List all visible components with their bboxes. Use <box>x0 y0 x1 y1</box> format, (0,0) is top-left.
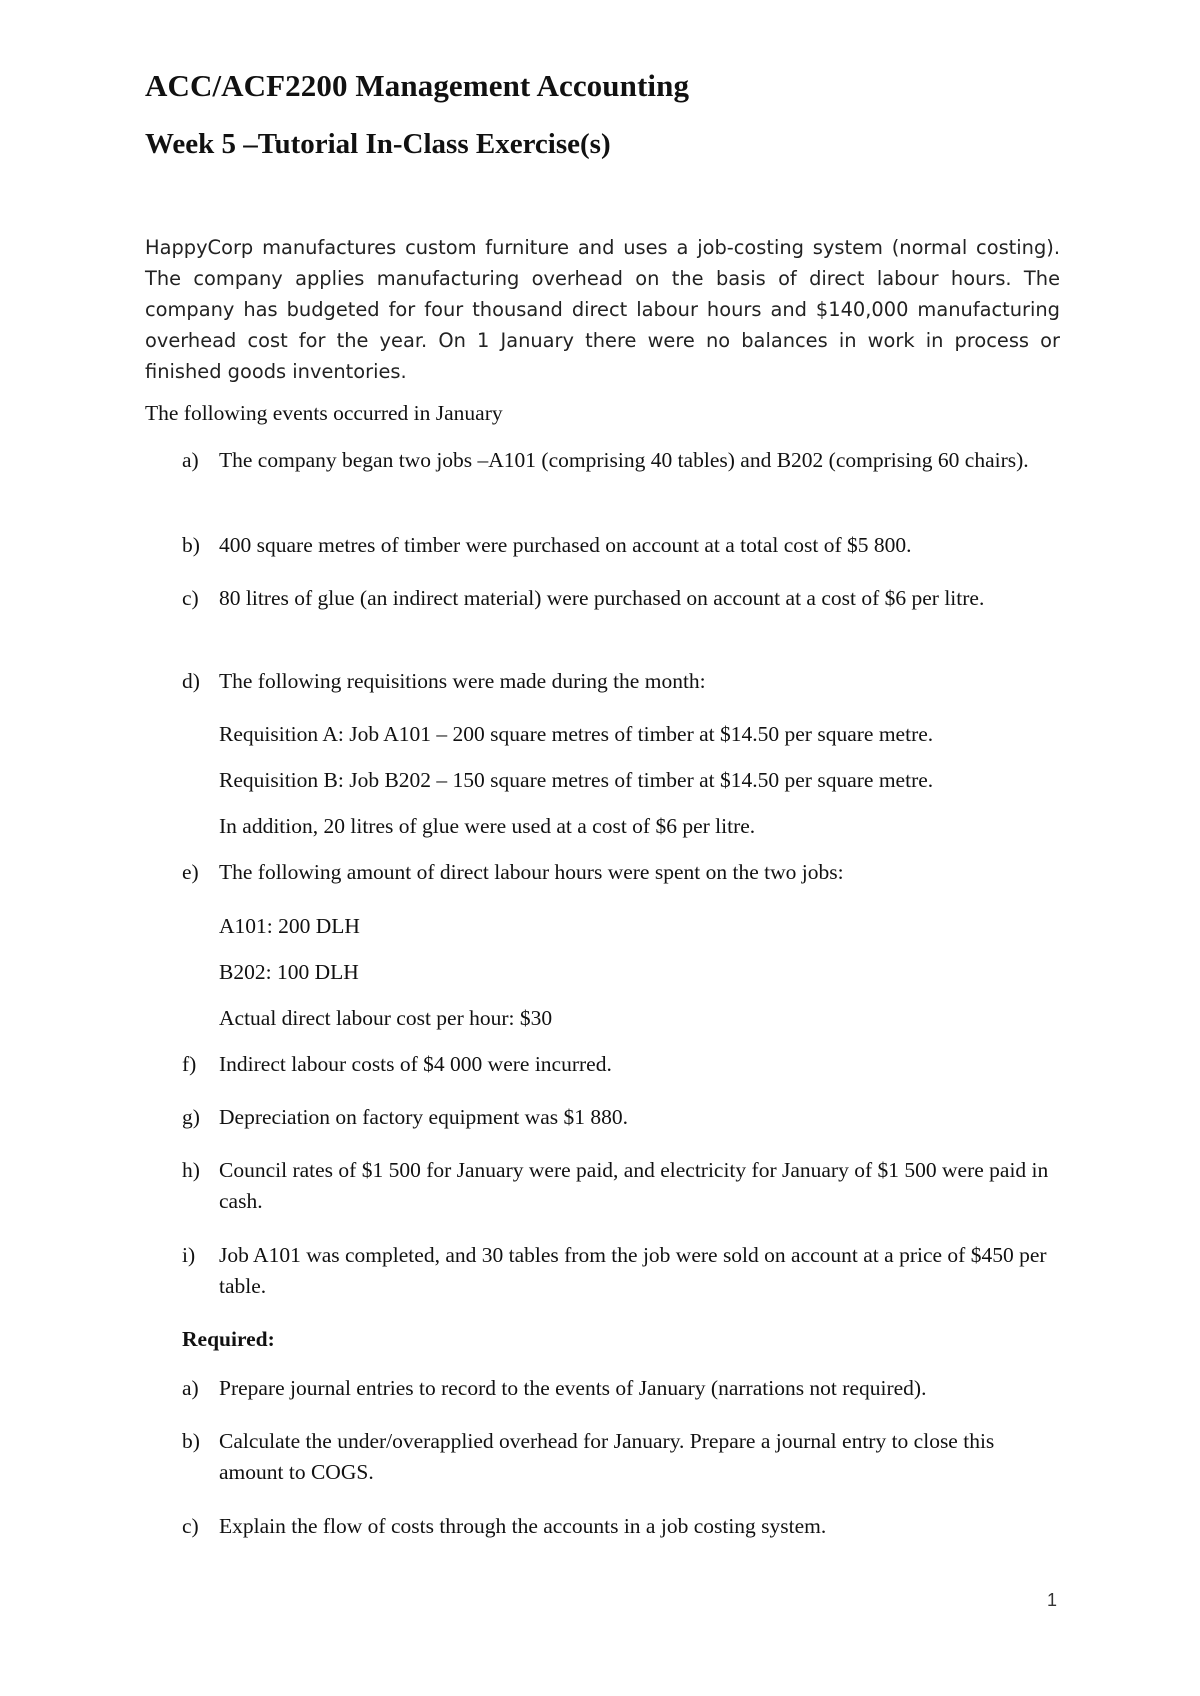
event-item-a <box>182 445 1062 476</box>
event-item-e <box>182 857 1062 888</box>
event-label: h) <box>182 1158 200 1182</box>
required-item-a <box>182 1373 1062 1404</box>
event-text: 80 litres of glue (an indirect material) were purchased on account at a cost of $6 per litre. <box>219 586 985 610</box>
event-label: c) <box>182 586 199 610</box>
labour-line: Actual direct labour cost per hour: $30 <box>219 1006 553 1030</box>
event-item-c <box>182 583 1062 614</box>
week-title: Week 5 –Tutorial In-Class Exercise(s) <box>145 128 611 160</box>
requisition-line: Requisition A: Job A101 – 200 square metres of timber at $14.50 per square metre. <box>219 722 934 746</box>
required-label: c) <box>182 1514 199 1538</box>
required-text: Prepare journal entries to record to the events of January (narrations not required). <box>219 1376 927 1400</box>
event-text: 400 square metres of timber were purchased on account at a total cost of $5 800. <box>219 533 912 557</box>
required-label: a) <box>182 1376 199 1400</box>
required-item-c <box>182 1511 1062 1542</box>
events-intro: The following events occurred in January <box>145 401 503 425</box>
event-item-b <box>182 530 1062 561</box>
event-item-d <box>182 666 1062 697</box>
course-title: ACC/ACF2200 Management Accounting <box>145 68 690 103</box>
event-item-f <box>182 1049 1062 1080</box>
event-text: Job A101 was completed, and 30 tables from the job were sold on account at a price of $450 per table. <box>219 1243 1047 1298</box>
event-label: g) <box>182 1105 200 1129</box>
requisition-line: In addition, 20 litres of glue were used at a cost of $6 per litre. <box>219 814 756 838</box>
event-item-h <box>182 1155 1062 1217</box>
event-label: e) <box>182 860 199 884</box>
event-text: The company began two jobs –A101 (comprising 40 tables) and B202 (comprising 60 chairs). <box>219 448 1029 472</box>
event-label: f) <box>182 1052 197 1076</box>
event-text: The following requisitions were made during the month: <box>219 669 706 693</box>
required-heading: Required: <box>182 1327 275 1351</box>
event-text: Indirect labour costs of $4 000 were incurred. <box>219 1052 612 1076</box>
event-label: a) <box>182 448 199 472</box>
required-item-b <box>182 1426 1062 1488</box>
event-text: Council rates of $1 500 for January were paid, and electricity for January of $1 500 were paid in cash. <box>219 1158 1049 1213</box>
labour-line: A101: 200 DLH <box>219 914 360 938</box>
event-item-g <box>182 1102 1062 1133</box>
intro-paragraph: HappyCorp manufactures custom furniture and uses a job-costing system (normal costing). The company applies manufacturing overhead on the basis of direct labour hours. The company has budgeted for four thousand direct labour hours and $140,000 manufacturing overhead cost for the year. On 1 January there were no balances in work in process or finished goods inventories. <box>145 236 1060 383</box>
event-text: Depreciation on factory equipment was $1 880. <box>219 1105 628 1129</box>
event-label: d) <box>182 669 200 693</box>
labour-line: B202: 100 DLH <box>219 960 359 984</box>
required-text: Calculate the under/overapplied overhead for January. Prepare a journal entry to close this amount to COGS. <box>219 1429 995 1484</box>
event-text: The following amount of direct labour hours were spent on the two jobs: <box>219 860 844 884</box>
event-label: i) <box>182 1243 196 1267</box>
event-item-i <box>182 1240 1062 1302</box>
page-number: 1 <box>1047 1590 1058 1610</box>
required-text: Explain the flow of costs through the accounts in a job costing system. <box>219 1514 827 1538</box>
requisition-line: Requisition B: Job B202 – 150 square metres of timber at $14.50 per square metre. <box>219 768 934 792</box>
event-label: b) <box>182 533 200 557</box>
required-label: b) <box>182 1429 200 1453</box>
